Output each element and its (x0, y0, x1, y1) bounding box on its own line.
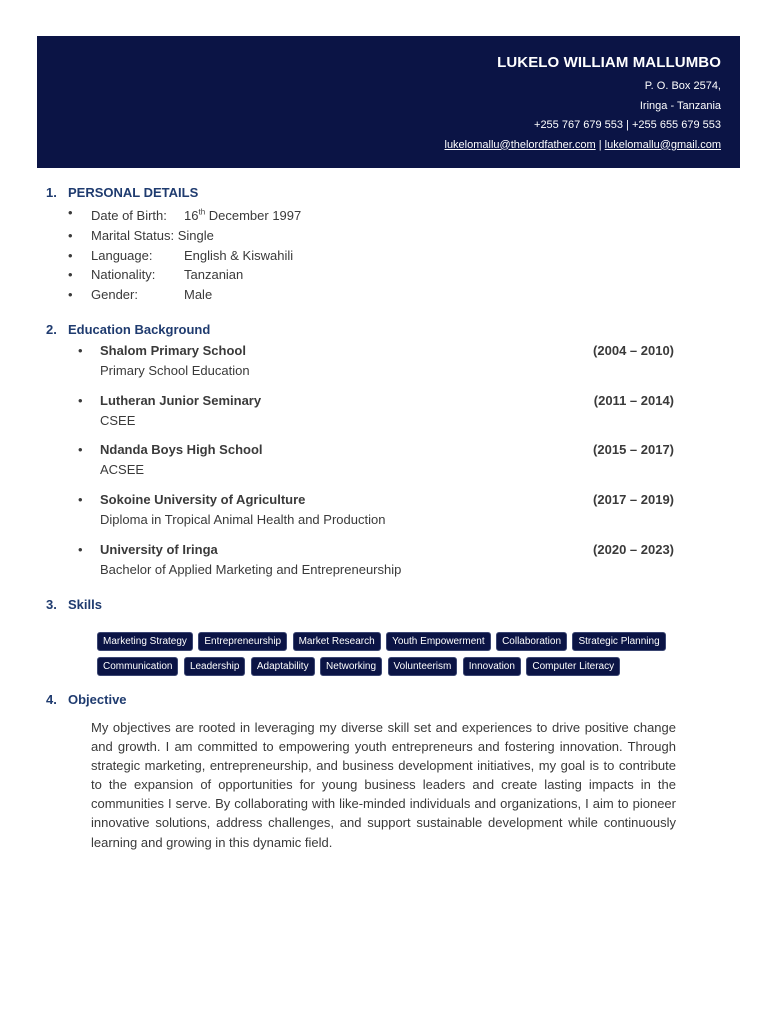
detail-label: Language: (91, 247, 153, 263)
skill-chip: Marketing Strategy (97, 632, 193, 651)
email-link-1[interactable]: lukelomallu@thelordfather.com (444, 138, 596, 151)
resume-header (37, 36, 740, 168)
address-line-2: Iringa - Tanzania (639, 99, 721, 112)
detail-label: Nationality: (91, 267, 156, 283)
section-number: 3. (46, 597, 57, 612)
section-title-text: PERSONAL DETAILS (68, 185, 199, 200)
email-separator: | (595, 138, 605, 151)
personal-detail-item (68, 203, 301, 226)
personal-detail-item (68, 285, 301, 305)
education-years: (2011 – 2014) (593, 393, 674, 408)
education-entry (78, 440, 674, 479)
education-detail: Bachelor of Applied Marketing and Entrepreneurship (100, 561, 402, 577)
skill-chip: Market Research (293, 632, 381, 651)
education-detail: CSEE (100, 412, 136, 428)
personal-detail-item (68, 246, 301, 266)
email-line (37, 136, 721, 156)
skill-chip: Networking (320, 657, 382, 676)
skill-chip: Adaptability (251, 657, 315, 676)
education-years: (2017 – 2019) (593, 492, 674, 507)
personal-detail-item (68, 265, 301, 285)
candidate-name: LUKELO WILLIAM MALLUMBO (497, 54, 721, 71)
section-personal-details-title (46, 185, 198, 200)
objective-paragraph: My objectives are rooted in leveraging my diverse skill set and experiences to drive positive change and growth. I am committed to empowering youth entrepreneurs and fostering innovation. Through strategic marketing, entrepreneurship, and business development initiatives, my goal is to contribute to the expansion of opportunities for young business leaders and create lasting impacts in the communities I serve. By collaborating with like-minded individuals and organizations, I aim to pioneer innovative solutions, address challenges, and support sustainable development while continuously learning and growing in this dynamic field. (91, 720, 676, 850)
school-name: University of Iringa (100, 542, 218, 557)
section-number: 2. (46, 322, 57, 337)
school-name: Lutheran Junior Seminary (100, 393, 262, 408)
detail-value: English & Kiswahili (184, 247, 294, 263)
education-entry (78, 391, 674, 430)
detail-value: Tanzanian (184, 267, 244, 283)
skill-chip: Collaboration (496, 632, 567, 651)
education-years: (2015 – 2017) (593, 442, 674, 457)
personal-detail-item (68, 226, 301, 246)
skill-chip: Communication (97, 657, 178, 676)
phone-numbers: +255 767 679 553 | +255 655 679 553 (534, 119, 721, 131)
school-name: Shalom Primary School (100, 343, 246, 358)
personal-details-list (68, 203, 301, 305)
skill-chip: Leadership (184, 657, 245, 676)
skill-chip: Innovation (463, 657, 521, 676)
address-line-1: P. O. Box 2574, (644, 80, 721, 92)
skills-chip-list (97, 631, 677, 681)
school-name: Sokoine University of Agriculture (100, 492, 306, 507)
section-number: 4. (46, 692, 57, 707)
skill-chip: Computer Literacy (526, 657, 620, 676)
section-title-text: Skills (68, 597, 102, 612)
education-detail: Diploma in Tropical Animal Health and Production (100, 511, 386, 527)
skill-chip: Entrepreneurship (198, 632, 287, 651)
skill-chip: Youth Empowerment (386, 632, 490, 651)
skill-chip: Volunteerism (388, 657, 458, 676)
education-years: (2020 – 2023) (593, 542, 674, 557)
education-detail: Primary School Education (100, 362, 250, 378)
email-link-2[interactable]: lukelomallu@gmail.com (604, 138, 721, 151)
section-education-title (46, 322, 210, 337)
section-title-text: Objective (68, 692, 127, 707)
school-name: Ndanda Boys High School (100, 442, 263, 457)
education-detail: ACSEE (100, 461, 145, 477)
detail-value: Single (177, 228, 214, 244)
education-years: (2004 – 2010) (593, 343, 674, 358)
section-skills-title (46, 597, 102, 612)
skill-chip: Strategic Planning (572, 632, 665, 651)
section-title-text: Education Background (68, 322, 211, 337)
section-number: 1. (46, 185, 57, 200)
detail-label: Marital Status: (91, 228, 175, 244)
detail-label: Gender: (91, 287, 138, 303)
education-entry (78, 341, 674, 380)
education-entry (78, 540, 674, 579)
section-objective-title (46, 692, 127, 707)
education-entry (78, 490, 674, 529)
detail-label: Date of Birth: (91, 208, 167, 224)
detail-value: 16th December 1997 (184, 208, 302, 224)
detail-value: Male (184, 287, 213, 303)
